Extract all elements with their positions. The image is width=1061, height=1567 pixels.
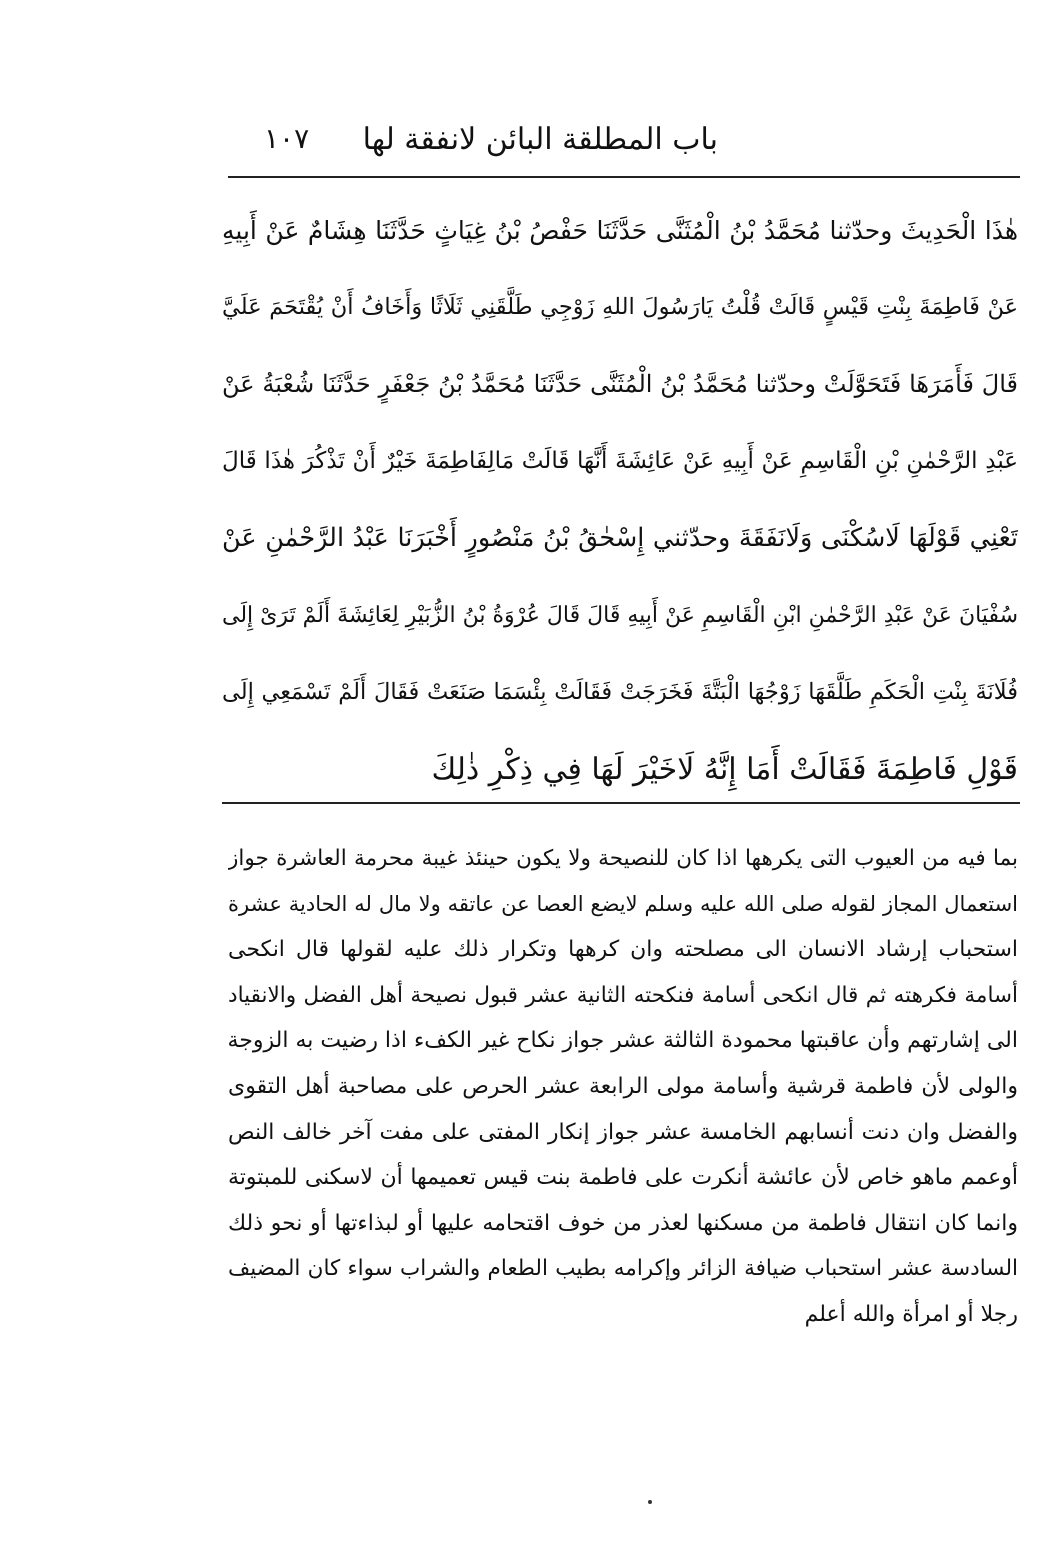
hadith-line: تَعْنِي قَوْلَهَا لَاسُكْنَى وَلَانَفَقَةَ وحدّثني إِسْحٰقُ بْنُ مَنْصُورٍ أَخْبَرَنَا عَبْدُ الرَّحْمٰنِ عَنْ [222,523,1018,553]
hadith-line: عَبْدِ الرَّحْمٰنِ بْنِ الْقَاسِمِ عَنْ أَبِيهِ عَنْ عَائِشَةَ أَنَّهَا قَالَتْ مَالِفَاطِمَةَ خَيْرٌ أَنْ تَذْكُرَ هٰذَا قَالَ [222,448,1018,474]
running-title: باب المطلقة البائن لانفقة لها [362,122,718,157]
commentary-line: استعمال المجاز لقوله صلى الله عليه وسلم لايضع العصا عن عاتقه ولا مال له الحادية عشرة [228,891,1018,916]
print-speck [648,1500,652,1504]
page-header [228,118,1018,168]
commentary-line: بما فيه من العيوب التى يكرهها اذا كان للنصيحة ولا يكون حينئذ غيبة محرمة العاشرة جواز [228,846,1018,871]
commentary-line: وانما كان انتقال فاطمة من مسكنها لعذر من خوف اقتحامه عليها أو لبذاءتها أو نحو ذلك [228,1210,1018,1236]
hadith-line: قَوْلِ فَاطِمَةَ فَقَالَتْ أَمَا إِنَّهُ لَاخَيْرَ لَهَا فِي ذِكْرِ ذٰلِكَ [431,752,1018,787]
hadith-line: قَالَ فَأَمَرَهَا فَتَحَوَّلَتْ وحدّثنا مُحَمَّدُ بْنُ الْمُثَنَّى حَدَّثَنَا مُحَمَّدُ بْنُ جَعْفَرٍ حَدَّثَنَا شُعْبَةُ عَنْ [222,370,1018,398]
hadith-line: عَنْ فَاطِمَةَ بِنْتِ قَيْسٍ قَالَتْ قُلْتُ يَارَسُولَ اللهِ زَوْجِي طَلَّقَنِي ثَلَاثًا وَأَخَافُ أَنْ يُقْتَحَمَ عَلَيَّ [222,294,1018,320]
commentary-line: والفضل وان دنت أنسابهم الخامسة عشر جواز إنكار المفتى على مفت آخر خالف النص [228,1119,1018,1145]
hadith-text [222,192,1018,808]
commentary-line: أوعمم ماهو خاص لأن عائشة أنكرت على فاطمة بنت قيس تعميمها أن لاسكنى للمبتوتة [228,1165,1018,1191]
commentary-line: أسامة فكرهته ثم قال انكحى أسامة فنكحته الثانية عشر قبول نصيحة أهل الفضل والانقياد [228,982,1018,1008]
commentary-line: استحباب إرشاد الانسان الى مصلحته وان كرهها وتكرار ذلك عليه لقولها قال انكحى [228,937,1018,963]
commentary-line: الى إشارتهم وأن عاقبتها محمودة الثالثة عشر جواز نكاح غير الكفء اذا رضيت به الزوجة [228,1028,1018,1054]
commentary-text [228,836,1018,1338]
section-divider [222,802,1020,804]
page-number: ١٠٧ [264,122,310,155]
commentary-line: والولى لأن فاطمة قرشية وأسامة مولى الرابعة عشر الحرص على مصاحبة أهل التقوى [228,1073,1018,1099]
hadith-line: فُلَانَةَ بِنْتِ الْحَكَمِ طَلَّقَهَا زَوْجُهَا الْبَتَّةَ فَخَرَجَتْ فَقَالَتْ بِئْسَمَا صَنَعَتْ فَقَالَ أَلَمْ تَسْمَعِي إِلَى [222,679,1018,705]
commentary-line: رجلا أو امرأة والله أعلم [804,1301,1018,1327]
hadith-line: هٰذَا الْحَدِيثَ وحدّثنا مُحَمَّدُ بْنُ الْمُثَنَّى حَدَّثَنَا حَفْصُ بْنُ غِيَاثٍ حَدَّثَنَا هِشَامٌ عَنْ أَبِيهِ [222,216,1018,245]
hadith-line: سُفْيَانَ عَنْ عَبْدِ الرَّحْمٰنِ ابْنِ الْقَاسِمِ عَنْ أَبِيهِ قَالَ قَالَ عُرْوَةُ بْنُ الزُّبَيْرِ لِعَائِشَةَ أَلَمْ تَرَىْ إِلَى [222,603,1018,628]
commentary-line: السادسة عشر استحباب ضيافة الزائر وإكرامه بطيب الطعام والشراب سواء كان المضيف [228,1256,1018,1282]
header-rule [228,176,1020,178]
